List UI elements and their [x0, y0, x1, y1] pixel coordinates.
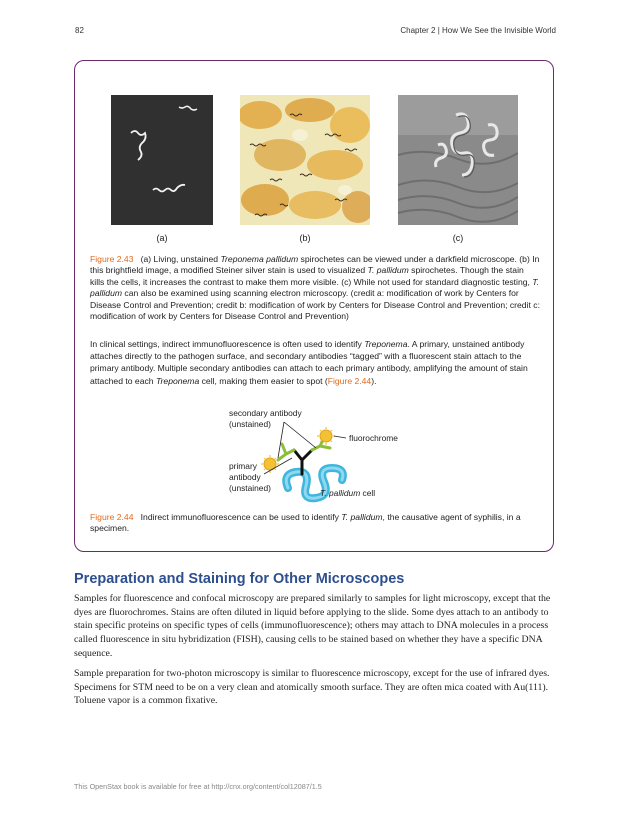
photo-sem [398, 95, 518, 225]
caption-text: can also be examined using scanning electron microscopy. (credit a: modification of work by Centers for Disease Control and Prevention; credit b: modification of work by Centers for Disease Control and Prevention; credit c: modification of work by Centers for Disease Control and Prevention) [90, 288, 540, 322]
label-line: (unstained) [229, 419, 271, 429]
page-number: 82 [75, 26, 84, 35]
label-t-pallidum-cell [320, 488, 375, 499]
label-text: cell [360, 488, 376, 498]
label-line: secondary antibody [229, 408, 302, 418]
paragraph-text: cell, making them easier to spot ( [199, 375, 328, 386]
photo-darkfield [111, 95, 213, 225]
paragraph-text: ). [371, 375, 377, 386]
box-paragraph [90, 338, 540, 387]
caption-text: (a) Living, unstained [140, 254, 221, 264]
paragraph-text: In clinical settings, indirect immunofluorescence is often used to identify [90, 339, 365, 349]
footer-note: This OpenStax book is available for free at http://cnx.org/content/col12087/1.5 [74, 782, 322, 791]
caption-italic: Treponema pallidum [220, 254, 299, 264]
caption-text: spirochetes can be viewed under a darkfield microscope. (b) In this brightfield image, a modified Steiner silver stain is used to visualized [90, 254, 540, 276]
label-line: primary [229, 461, 257, 471]
label-primary-antibody [229, 461, 271, 494]
label-line: antibody [229, 472, 261, 482]
section-title: Preparation and Staining for Other Microscopes [74, 571, 405, 587]
label-fluorochrome: fluorochrome [349, 433, 398, 443]
label-secondary-antibody [229, 408, 302, 430]
caption-label: Figure 2.43 [90, 254, 134, 264]
section-paragraph-1: Samples for fluorescence and confocal microscopy are prepared similarly to samples for light microscopy, except that the dyes are fluorochromes. Stains are often diluted in liquid before applying to the slide. Some dyes attach to an antibody to stain specific proteins on specific types of cells (immunofluorescence); others may attach to DNA molecules in a process called fluorescence in situ hybridization (FISH), causing cells to be stained based on whether they have a specific DNA sequence. [74, 593, 551, 659]
caption-italic: T. pallidum [367, 265, 409, 276]
label-line: (unstained) [229, 483, 271, 493]
caption-italic: T. pallidum [90, 276, 540, 299]
caption-text: , the causative agent of syphilis, in a specimen. [90, 512, 521, 534]
paragraph-italic: Treponema [155, 375, 200, 386]
section-paragraph-2: Sample preparation for two-photon microscopy is similar to fluorescence microscopy, except for the use of infrared dyes. Specimens for STM need to be on a very clean and atomically smooth surface. They are often mica coated with Au(111). Toluene vapor is a common fixative. [74, 668, 550, 707]
paragraph-italic: Treponema [364, 339, 408, 349]
figure-2-44-caption [90, 512, 540, 535]
caption-italic: T. pallidum [341, 512, 383, 522]
photo-brightfield [240, 95, 370, 225]
caption-text: Indirect immunofluorescence can be used to identify [140, 512, 342, 522]
panel-label-b: (b) [299, 233, 311, 243]
caption-label: Figure 2.44 [90, 512, 134, 522]
label-italic: T. pallidum [320, 488, 361, 498]
panel-label-c: (c) [452, 233, 464, 243]
figure-2-43-caption [90, 254, 540, 322]
panel-label-a: (a) [156, 233, 168, 243]
chapter-title: Chapter 2 | How We See the Invisible World [400, 26, 556, 35]
paragraph-text: . A primary, unstained antibody attaches directly to the pathogen surface, and secondary antibodies “tagged” with a fluorescent stain attach to the primary antibody. Multiple secondary antibodies can attach to each primary antibody, amplifying the amount of stain attached to each [90, 339, 528, 386]
figure-2-44-link[interactable]: Figure 2.44 [327, 375, 372, 386]
caption-text: spirochetes. Though the stain kills the cells, it increases the contrast to make them more visible. (c) While not used for standard diagnostic testing, [90, 265, 533, 287]
